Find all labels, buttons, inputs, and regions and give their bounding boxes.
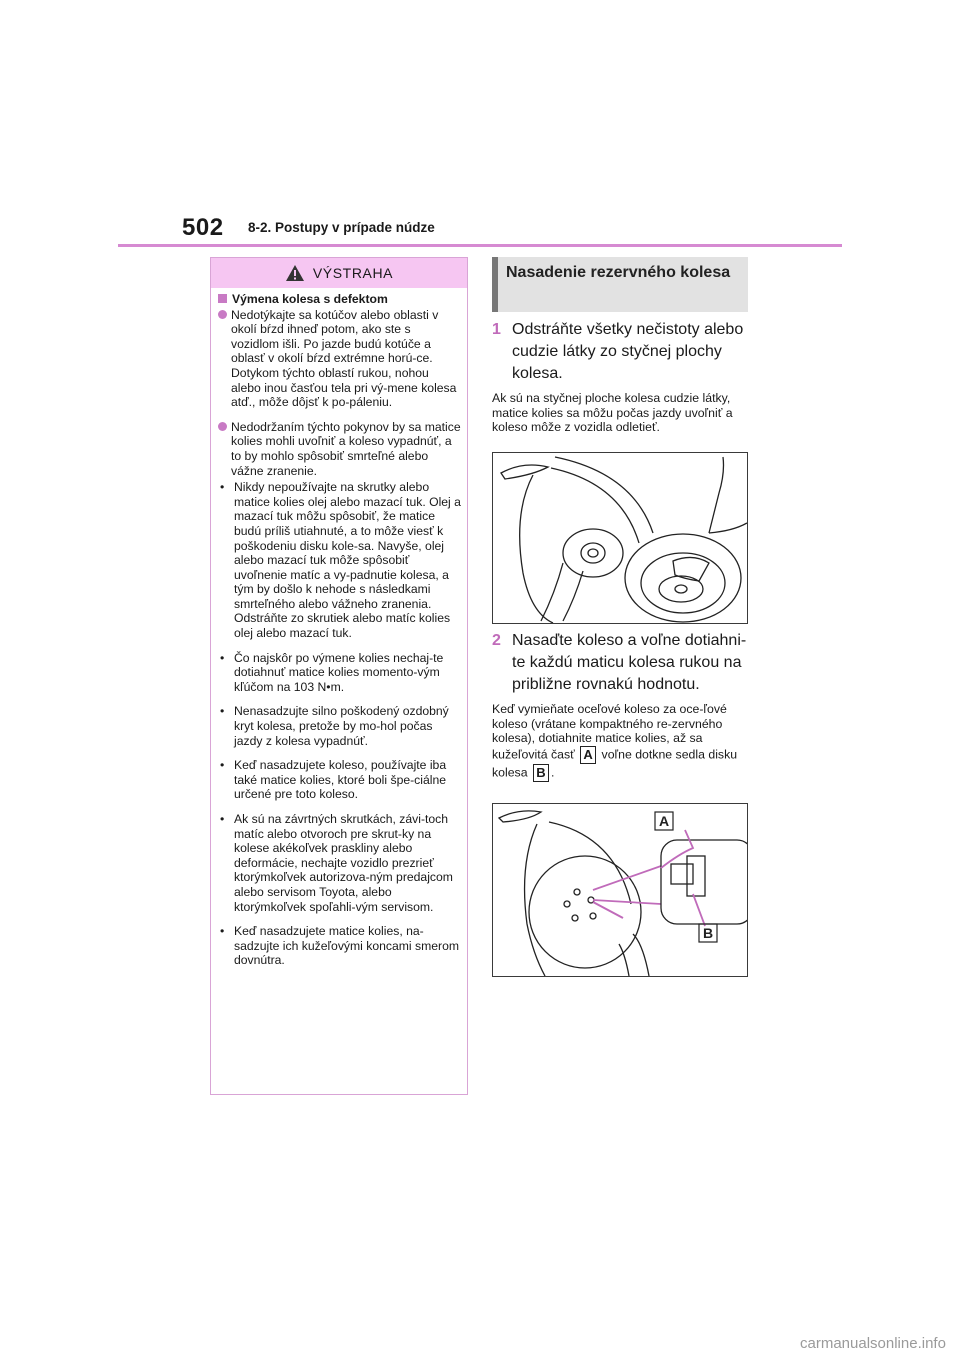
figure-mount-wheel <box>492 803 748 977</box>
warning-title: VÝSTRAHA <box>312 265 394 281</box>
svg-text:B: B <box>703 925 714 941</box>
warning-bullet: • Keď nasadzujete koleso, používajte iba také matice kolies, ktoré boli špe-ciálne určené pre toto koleso. <box>220 758 447 802</box>
warning-bullet: • Nikdy nepoužívajte na skrutky alebo matice kolies olej alebo mazací tuk. Olej a mazací tuk môžu spôsobiť, že matice budú príliš utiahnuté, a to môže viesť k poškodeniu disku kole-sa. Navyše, olej alebo mazací tuk môže spôsobiť uvoľnenie matíc a vy-padnutie kolesa, a tým by došlo k nehode s následkami smrteľného alebo vážneho zranenia. Odstráňte zo skrutiek alebo matíc kolies olej alebo mazací tuk. <box>220 480 461 641</box>
warning-bullet: • Čo najskôr po výmene kolies nechaj-te dotiahnuť matice kolies momento-vým kľúčom na 103 N•m. <box>220 650 444 694</box>
warning-bullet: • Keď nasadzujete matice kolies, na-sadzujte ich kužeľovými koncami smerom dovnútra. <box>220 924 460 968</box>
warning-triangle-icon <box>285 264 305 282</box>
warning-item: Nedodržaním týchto pokynov by sa matice kolies mohli uvoľniť a koleso vypadnúť, a to by mohlo spôsobiť smrteľné alebo vážne zranenie. <box>218 420 461 478</box>
dot-bullet-icon <box>218 310 227 319</box>
watermark: carmanualsonline.info <box>800 1335 946 1352</box>
label-a: A <box>580 746 596 764</box>
warning-bullet: • Ak sú na závrtných skrutkách, závi-toch matíc alebo otvoroch pre skrut-ky na kolese akékoľvek praskliny alebo deformácie, nechajte vozidlo prezrieť ktorýmkoľvek autorizova-ným predajcom alebo servisom Toyota, alebo ktorýmkoľvek spoľahli-vým servisom. <box>220 812 453 914</box>
wheel-mounting-illustration <box>493 804 747 976</box>
page-number: 502 <box>182 214 224 241</box>
step-2: 2 Nasaďte koleso a voľne dotiahni-te každú maticu kolesa rukou na približne rovnakú hodnotu. <box>492 632 747 693</box>
step-1-note: Ak sú na styčnej ploche kolesa cudzie látky, matice kolies sa môžu počas jazdy uvoľniť a koleso môže z vozidla odletieť. <box>492 391 733 434</box>
warning-box <box>210 257 468 1095</box>
section-title: 8-2. Postupy v prípade núdze <box>248 220 435 235</box>
warning-item: Nedotýkajte sa kotúčov alebo oblasti v okolí bŕzd ihneď potom, ako ste s vozidlom išli. Po jazde budú kotúče a oblasť v okolí bŕzd extrémne horú-ce. Dotykom týchto oblastí rukou, nohou alebo inou časťou tela pri vý-mene kolesa atď., môže dôjsť k po-páleniu. <box>218 308 461 410</box>
square-bullet-icon <box>218 294 227 303</box>
section-heading: Nasadenie rezervného kolesa <box>506 264 731 281</box>
warning-subheading: Výmena kolesa s defektom <box>218 292 461 307</box>
header-rule <box>118 244 842 247</box>
figure-clean-wheel <box>492 452 748 624</box>
step-1: 1 Odstráňte všetky nečistoty alebo cudzie látky zo styčnej plochy kolesa. <box>492 321 744 382</box>
label-b: B <box>533 764 549 782</box>
warning-bullet: • Nenasadzujte silno poškodený ozdobný kryt kolesa, pretože by mo-hol počas jazdy z kolesa vypadnúť. <box>220 704 449 748</box>
svg-text:A: A <box>659 813 670 829</box>
section-heading-bar <box>492 257 498 312</box>
section-heading-box <box>492 257 748 312</box>
wheel-cleaning-illustration <box>493 453 747 623</box>
warning-header <box>211 258 467 288</box>
warning-body <box>211 288 467 968</box>
step-2-note: Keď vymieňate oceľové koleso za oce-ľové koleso (vrátane kompaktného re-zervného kolesa), dotiahnite matice kolies, až sa kužeľovitá časť A voľne dotkne sedla disku kolesa B . <box>492 702 738 780</box>
dot-bullet-icon <box>218 422 227 431</box>
